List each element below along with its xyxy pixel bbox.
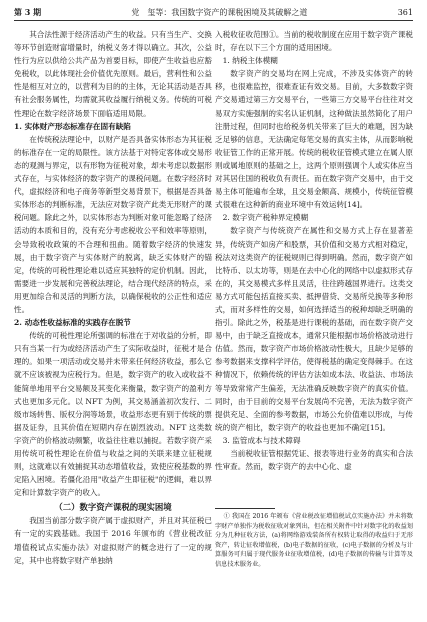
paragraph: 其合法性源于经济活动产生的收益。只有当生产、交换等环节创造财富增量时，纳税义务才得以确立。其次，公益性行为应以供给公共产品为首要目标，即使产生收益也应豁免税收，以此体现社会价值优先原则。最后，营利性和公益性是相互对立的，以营利为目的的主体，无论其活动是否具有社会服务属性，均需就其收益履行纳税义务。传统的可税性理论在数字经济场景下面临适用局限。 (14, 30, 212, 118)
paragraph: 传统的可税性理论所强调的标准在于对收益的分析，即只有当某一行为或经济活动产生了实际收益时，征税才是合理的。如果一项活动或交易并未带来任何经济收益，那么它就不应该被视为应税行为。但是，数字资产的收入或收益不能简单地用平台交易额及其变化来衡量，数字资产的盈利方式也更加多元化。以 NFT 为例，其交易涵盖初次发行、二级市场转售、版权分润等场景，收益形态更有别于传统的票据及证券，且其价值在短期内存在剧烈波动。NFT 这类数字资产的价格波动频繁，收益往往难以捕捉。若数字资产采用传统可税性理论在价值与收益之间的关联来建立征税规则，这就难以有效捕捉其动态增值收益，致使应税基数的界定陷入困境。若僵化沿用"收益产生即征税"的逻辑，难以界定和计算数字资产的收入。 (14, 331, 212, 498)
paragraph: 数字资产与传统资产在属性和交易方式上存在显著差异，传统资产如房产和股票，其价值和交易方式相对稳定，税法对这类资产的征税规则已得到明确。然而，数字资产如比特币、以太坊等，则是在去中心化的网络中以虚拟形式存在的，其交易模式多样且灵活，往往跨越国界进行。这类交易方式可能包括直接买卖、抵押借贷、交易所兑换等多种形式，而对多样性的交易，如何选择适当的税种却缺乏明确的指引。除此之外，税基是进行课税的基础，而在数字资产交易中，由于缺乏直接成本，通常只能根据市场价格波动进行估值。然而，数字资产市场价格波动性极大，且缺少足够的参考数据来支撑科学评估，使得税基的确定变得棘手。在这种情况下，依赖传统的评估方法如成本法、收益法、市场法等导致常常产生偏差，无法准确反映数字资产的真实价值。同时，由于目前的交易平台发展尚不完善，无法为数字资产提供充足、全面的参考数据，市场公允价值难以形成，与传统的资产相比，数字资产的收益也更加不确定[15]。 (215, 226, 413, 432)
footnote-text: ① 我国在 2016 年颁布《营业税改征增值税试点实施办法》并未将数字财产单独作为税收征收对象列出，但在相关附件中针对数字化的收益划分为几种征收方法，(a)将网络游戏装备所有权转让取得的收益归于无形资产，转让征收增值税，(b)电子数据的征收，(c)电子数据的分析及与计算服务可归属于现代服务业征收增值税，(d)电子数据的传输与计算等及信息技术服务业。 (215, 513, 413, 568)
subsection-heading: 2. 动态性收益标准的实践存在脱节 (14, 318, 131, 328)
paragraph: 在传统税法理论中，以财产是否具备实体形态为其征税的标准存在一定的局限性。该方法基于对特定客体或交易形态的观测与界定，以有形物为征税对象，却未考虑以数据形式存在，与实体经济的数字资产的课税问题。在数字经济时代，虚拟经济和电子商务等新型交易背景下，根据是否具备实体形态的判断标准，无法应对数字资产此类无形财产的课税问题。除此之外，以实体形态为判断对象可能忽略了经济活动的本质和目的，没有充分考虑税收公平和效率等原则，会导致税收政策的不合理和扭曲。随着数字经济的快速发展，由于数字资产与实体财产的脱离，缺乏实体财产的锚定，传统的可税性理论难以适应其独特的定价机制。因此，需要进一步发展和完善税法理论，结合现代经济的特点，采用更加综合和灵活的判断方法，以确保税收的公正性和适应性。 (14, 134, 212, 314)
subsection-heading: 3. 监管成本与技术障碍 (222, 435, 301, 445)
paragraph: 数字资产的交易均在网上完成，不涉及实体资产的转移，也很难监控，很难查证有效交易。目前，大多数数字资产交易通过第三方交易平台，一些第三方交易平台往往对交易双方实施强制的实名认证机制，这种做法虽然简化了用户注册过程，但同时也给税务机关带来了巨大的难题，因为缺乏足够的信息，无法确定每笔交易的真实主体，从而影响税收征管工作的正常开展。传统的税收征管模式建立在属人原则或属地原则的基础之上，这两个原则强调个人或实体应当对其居住国的税收负有责任。而在数字资产交易中，由于交易主体可能遍布全球，且交易金额高、规模小，传统征管模式很难在这种新的商业环境中有效运转[14]。 (215, 69, 413, 210)
footnote (215, 512, 413, 570)
subsection-heading: 2. 数字资产税种界定模糊 (222, 213, 309, 223)
running-title: 党 玺等：我国数字资产的课税困境及其破解之道 (131, 8, 308, 17)
left-column (14, 28, 212, 567)
paragraph: 我国当前部分数字资产属于虚拟财产，并且对其征税已有一定的实践基础。我国于 2016 年颁布的《营业税改征增值税试点实施办法》对虚拟财产的概念进行了一定的规定，其中也将数字财产单独纳 (14, 516, 212, 565)
right-column (215, 28, 413, 473)
page-number: 361 (397, 8, 413, 17)
subsection-heading: 1. 纳税主体模糊 (222, 56, 278, 66)
issue-number: 第 3 期 (14, 7, 42, 17)
subsection-heading: 1. 实体财产形态标准存在固有缺陷 (14, 121, 131, 131)
running-header (14, 6, 413, 20)
section-heading: （二）数字资产课税的现实困境 (54, 502, 172, 513)
paragraph: 当前税收征管根据凭证、报表等进行业务的真实和合法性审查。然而，数字资产的去中心化、虚 (215, 449, 413, 472)
footnote-divider (215, 508, 275, 509)
header-divider (14, 20, 413, 21)
paragraph: 入税收征收范围①。当前的税收制度在应用于数字资产课税时，存在以下三个方面的适用困境。 (215, 30, 413, 53)
